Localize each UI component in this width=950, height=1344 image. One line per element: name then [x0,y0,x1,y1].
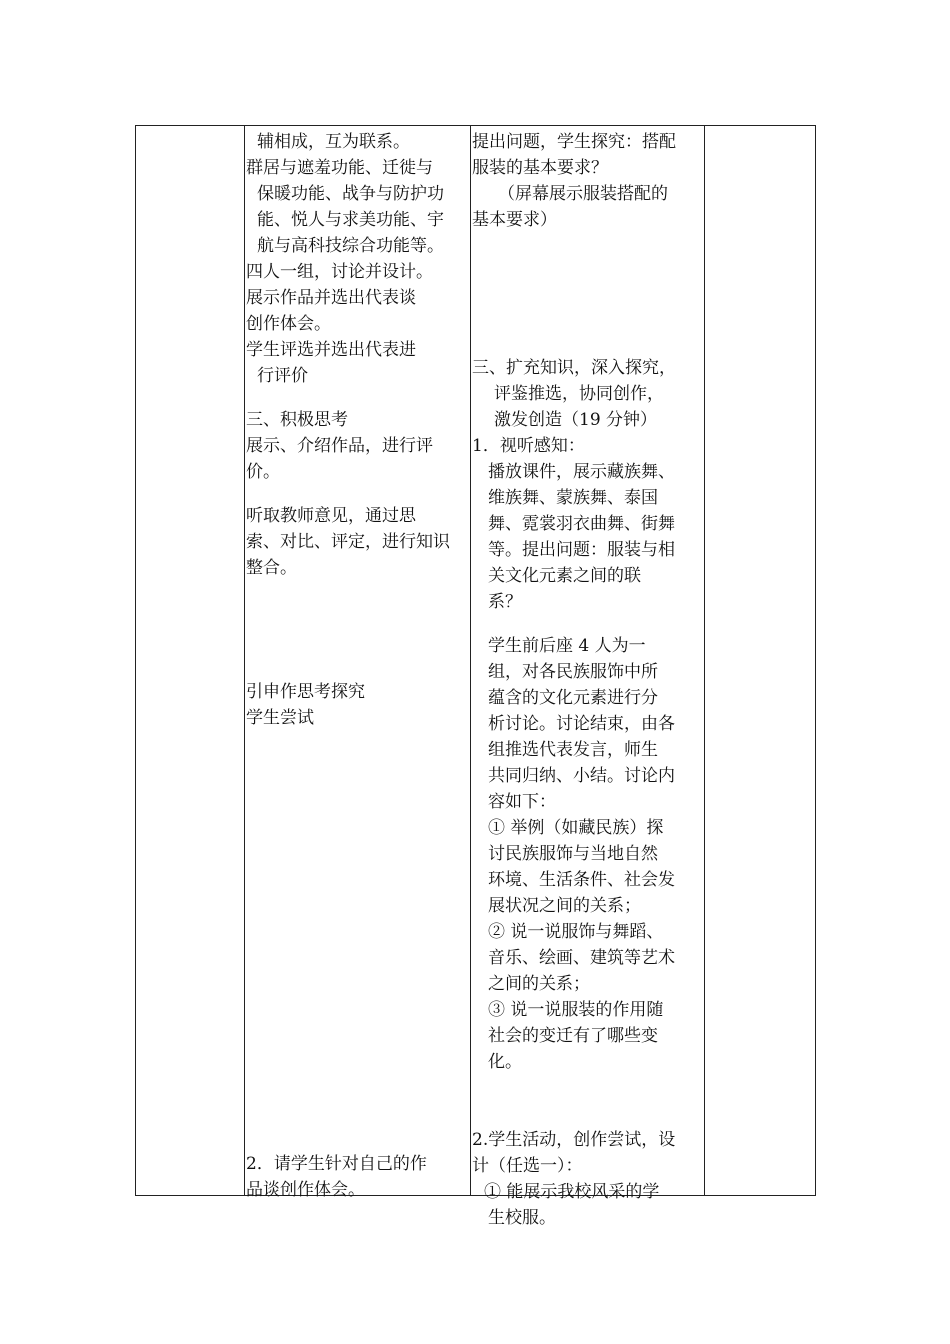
text-line: 索、对比、评定，进行知识 [246,532,450,552]
text-line: 价。 [246,462,280,482]
text-line: 展示作品并选出代表谈 [246,288,416,308]
text-line: 关文化元素之间的联 [488,566,641,586]
text-line: 引申作思考探究 [246,682,365,702]
text-line: 行评价 [257,366,308,386]
lesson-plan-table [135,125,816,1228]
text-line: 组推选代表发言，师生 [488,740,658,760]
text-line: 能、悦人与求美功能、宇 [257,210,444,230]
text-line: 社会的变迁有了哪些变 [488,1026,658,1046]
text-line: 组，对各民族服饰中所 [488,662,658,682]
text-line: 展状况之间的关系； [488,896,641,916]
text-line: 音乐、绘画、建筑等艺术 [488,948,675,968]
text-line: ① 能展示我校风采的学 [484,1182,660,1202]
text-line: 三、积极思考 [246,410,348,430]
text-line: 保暖功能、战争与防护功 [257,184,444,204]
text-line: 学生前后座 4 人为一 [488,636,646,656]
text-line: 播放课件，展示藏族舞、 [488,462,675,482]
text-line: 共同归纳、小结。讨论内 [488,766,675,786]
text-line: 四人一组，讨论并设计。 [246,262,433,282]
text-line: 2．请学生针对自己的作 [246,1154,427,1174]
text-line: 容如下： [488,792,556,812]
text-line: 等。提出问题：服装与相 [488,540,675,560]
text-line: 整合。 [246,558,297,578]
text-line: 服装的基本要求？ [472,158,608,178]
column-1-cell [136,126,244,1195]
text-line: 析讨论。讨论结束，由各 [488,714,675,734]
text-line: 展示、介绍作品，进行评 [246,436,433,456]
text-line: 生校服。 [488,1208,556,1228]
text-line: 激发创造（19 分钟） [494,410,658,430]
column-4-cell [705,126,816,1195]
text-line: 听取教师意见，通过思 [246,506,416,526]
text-line: 环境、生活条件、社会发 [488,870,675,890]
text-line: 三、扩充知识，深入探究， [472,358,676,378]
text-line: 学生评选并选出代表进 [246,340,416,360]
student-activity-cell [245,126,470,1200]
text-line: 计（任选一）： [472,1156,583,1176]
text-line: 提出问题，学生探究：搭配 [472,132,676,152]
text-line: （屏幕展示服装搭配的 [498,184,668,204]
text-line: 化。 [488,1052,522,1072]
text-line: 创作体会。 [246,314,331,334]
text-line: ② 说一说服饰与舞蹈、 [488,922,664,942]
text-line: 系？ [488,592,522,612]
text-line: 评鉴推选，协同创作， [494,384,664,404]
text-line: ③ 说一说服装的作用随 [488,1000,664,1020]
text-line: 之间的关系； [488,974,590,994]
text-line: 品谈创作体会。 [246,1180,365,1200]
text-line: 航与高科技综合功能等。 [257,236,444,256]
text-line: 维族舞、蒙族舞、泰国 [488,488,658,508]
text-line: 基本要求） [472,210,557,230]
teacher-activity-cell [471,126,704,1228]
text-line: 群居与遮羞功能、迁徙与 [246,158,433,178]
text-line: 学生尝试 [246,708,314,728]
text-line: 蕴含的文化元素进行分 [488,688,658,708]
text-line: ① 举例（如藏民族）探 [488,818,664,838]
text-line: 2.学生活动，创作尝试，设 [472,1130,676,1150]
text-line: 讨民族服饰与当地自然 [488,844,658,864]
text-line: 1．视听感知： [472,436,585,456]
text-line: 舞、霓裳羽衣曲舞、街舞 [488,514,675,534]
text-line: 辅相成，互为联系。 [257,132,410,152]
